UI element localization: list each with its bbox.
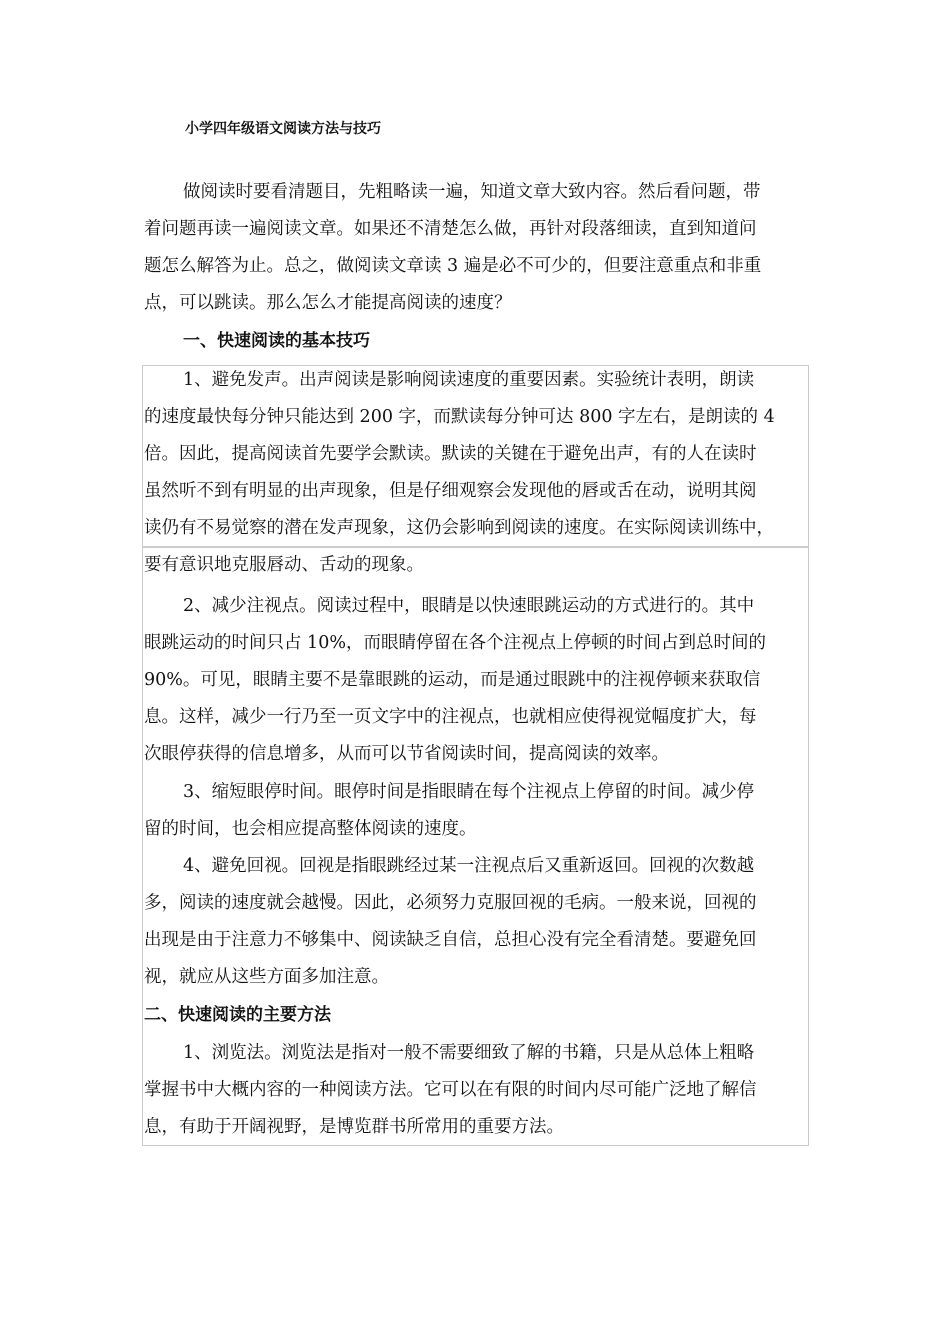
paragraph-line: 多，阅读的速度就会越慢。因此，必须努力克服回视的毛病。一般来说，回视的 (144, 893, 757, 913)
paragraph-line: 3、缩短眼停时间。眼停时间是指眼睛在每个注视点上停留的时间。减少停 (183, 782, 755, 802)
page-title: 小学四年级语文阅读方法与技巧 (185, 121, 381, 137)
intro-line: 题怎么解答为止。总之，做阅读文章读 3 遍是必不可少的，但要注意重点和非重 (144, 256, 762, 276)
paragraph-line: 90%。可见，眼睛主要不是靠眼跳的运动，而是通过眼跳中的注视停顿来获取信 (144, 670, 761, 690)
section-heading-1: 一、快速阅读的基本技巧 (183, 331, 370, 351)
paragraph-line: 息。这样，减少一行乃至一页文字中的注视点，也就相应使得视觉幅度扩大，每 (144, 707, 757, 727)
intro-line: 着问题再读一遍阅读文章。如果还不清楚怎么做，再针对段落细读，直到知道问 (144, 219, 757, 239)
paragraph-line: 留的时间，也会相应提高整体阅读的速度。 (144, 819, 477, 839)
paragraph-line: 的速度最快每分钟只能达到 200 字，而默读每分钟可达 800 字左右，是朗读的 4 (144, 407, 775, 427)
paragraph-line: 视，就应从这些方面多加注意。 (144, 967, 389, 987)
section-heading-2: 二、快速阅读的主要方法 (144, 1005, 331, 1025)
intro-line: 点，可以跳读。那么怎么才能提高阅读的速度？ (144, 293, 512, 313)
intro-line: 做阅读时要看清题目，先粗略读一遍，知道文章大致内容。然后看问题，带 (183, 182, 761, 202)
paragraph-line: 倍。因此，提高阅读首先要学会默读。默读的关键在于避免出声，有的人在读时 (144, 444, 757, 464)
paragraph-line: 出现是由于注意力不够集中、阅读缺乏自信，总担心没有完全看清楚。要避免回 (144, 930, 757, 950)
paragraph-line: 眼跳运动的时间只占 10%，而眼睛停留在各个注视点上停顿的时间占到总时间的 (144, 633, 766, 653)
paragraph-line: 虽然听不到有明显的出声现象，但是仔细观察会发现他的唇或舌在动，说明其阅 (144, 481, 757, 501)
paragraph-line: 次眼停获得的信息增多，从而可以节省阅读时间，提高阅读的效率。 (144, 744, 669, 764)
paragraph-line: 2、减少注视点。阅读过程中，眼睛是以快速眼跳运动的方式进行的。其中 (183, 596, 755, 616)
paragraph-line: 读仍有不易觉察的潜在发声现象，这仍会影响到阅读的速度。在实际阅读训练中， (144, 518, 774, 538)
paragraph-line: 4、避免回视。回视是指眼跳经过某一注视点后又重新返回。回视的次数越 (183, 856, 755, 876)
paragraph-line: 掌握书中大概内容的一种阅读方法。它可以在有限的时间内尽可能广泛地了解信 (144, 1080, 757, 1100)
paragraph-line: 1、避免发声。出声阅读是影响阅读速度的重要因素。实验统计表明，朗读 (183, 370, 755, 390)
paragraph-line: 1、浏览法。浏览法是指对一般不需要细致了解的书籍，只是从总体上粗略 (183, 1043, 755, 1063)
paragraph-line: 息，有助于开阔视野，是博览群书所常用的重要方法。 (144, 1117, 564, 1137)
paragraph-line: 要有意识地克服唇动、舌动的现象。 (144, 555, 424, 575)
